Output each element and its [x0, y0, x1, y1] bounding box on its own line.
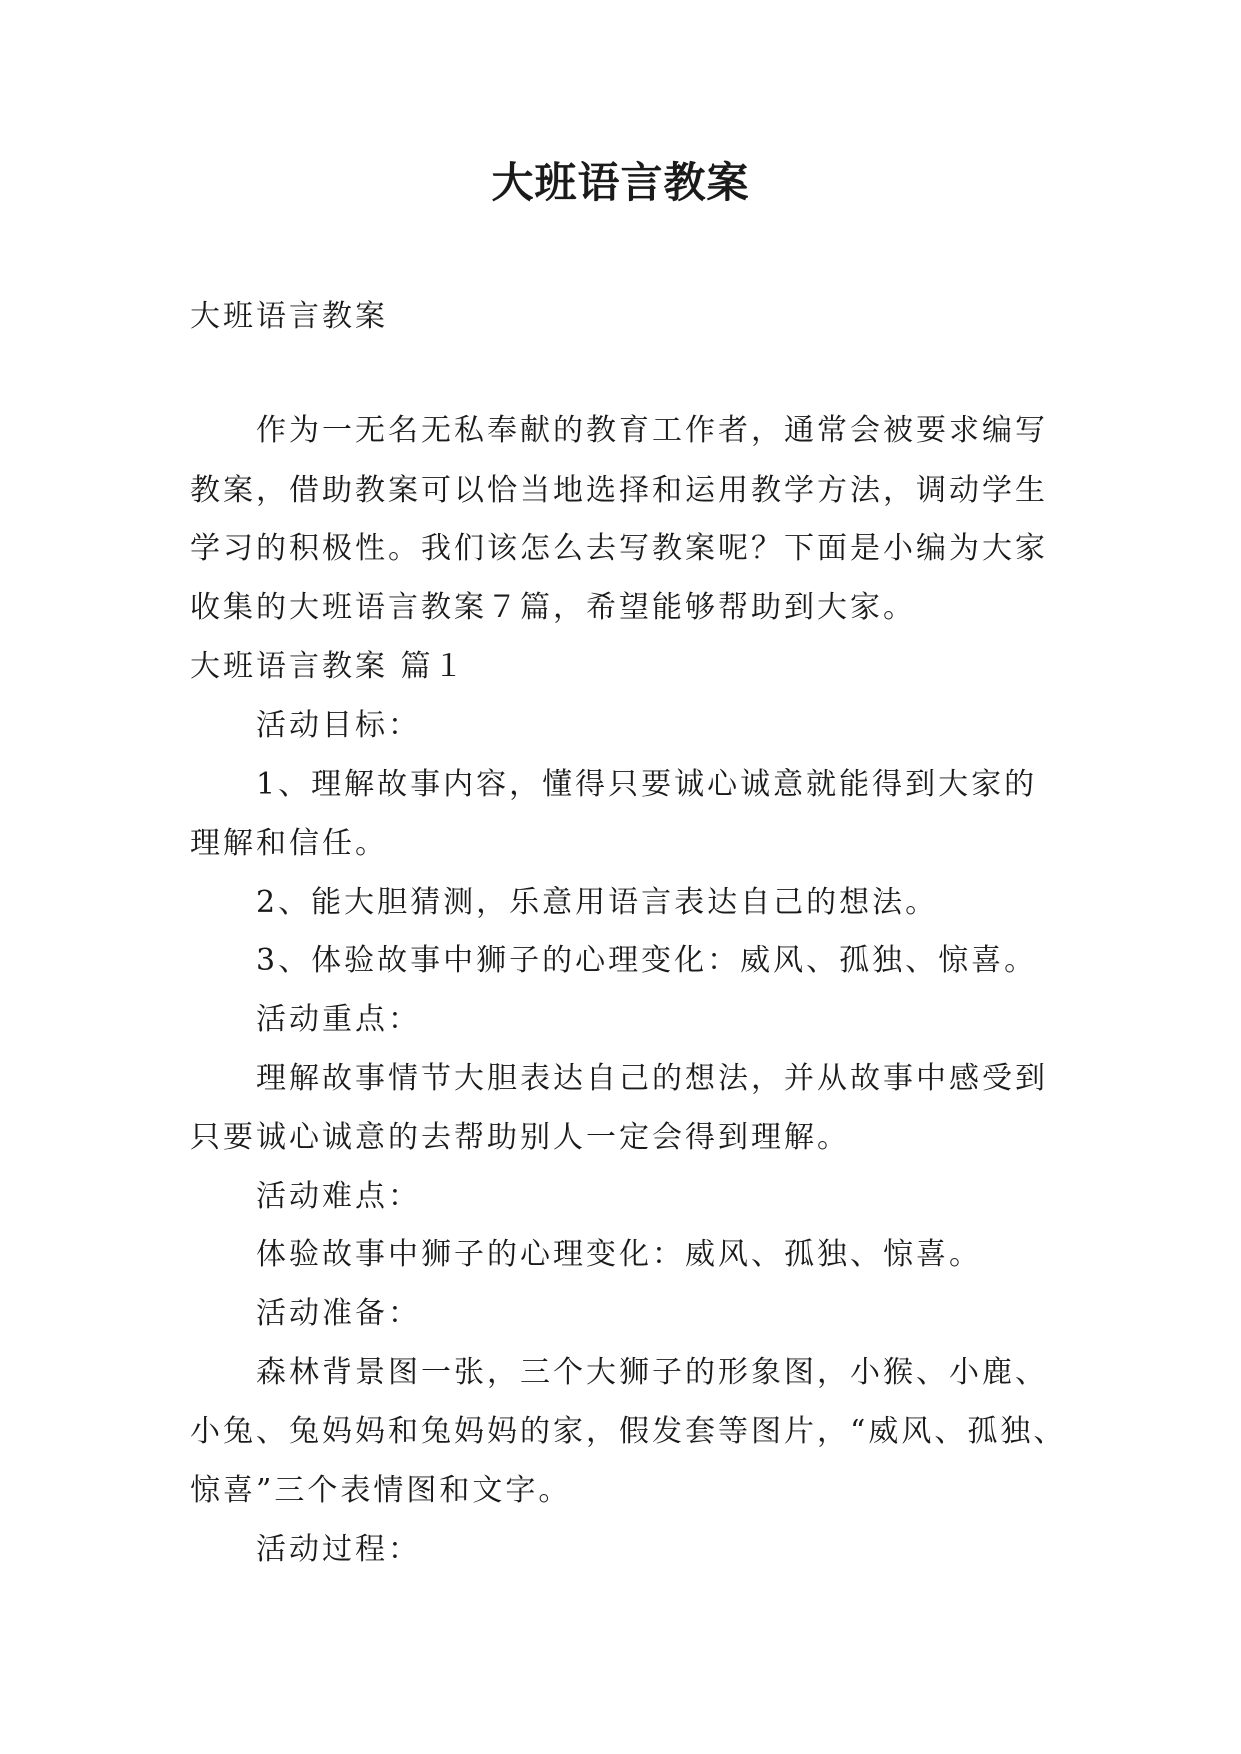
document-title: 大班语言教案: [491, 158, 750, 207]
goal-item-line: 2、能大胆猜测，乐意用语言表达自己的想法。: [256, 885, 939, 920]
prep-text-line: 森林背景图一张，三个大狮子的形象图，小猴、小鹿、: [256, 1355, 1048, 1390]
focus-text-line: 理解故事情节大胆表达自己的想法，并从故事中感受到: [256, 1061, 1048, 1096]
activity-process-label: 活动过程：: [256, 1532, 421, 1567]
activity-goals-label: 活动目标：: [256, 708, 421, 743]
goal-item-line: 1、理解故事内容，懂得只要诚心诚意就能得到大家的: [256, 767, 1038, 802]
goal-item-line: 3、体验故事中狮子的心理变化：威风、孤独、惊喜。: [256, 943, 1038, 978]
prep-text-line: 小兔、兔妈妈和兔妈妈的家，假发套等图片，“威风、孤独、: [190, 1414, 1067, 1449]
difficulty-text-line: 体验故事中狮子的心理变化：威风、孤独、惊喜。: [256, 1237, 982, 1272]
prep-text-line: 惊喜”三个表情图和文字。: [190, 1473, 572, 1508]
doc-subtitle: 大班语言教案: [190, 299, 388, 334]
activity-difficulty-label: 活动难点：: [256, 1179, 421, 1214]
section-heading: 大班语言教案 篇１: [190, 649, 467, 684]
goal-item-line: 理解和信任。: [190, 826, 388, 861]
activity-focus-label: 活动重点：: [256, 1002, 421, 1037]
focus-text-line: 只要诚心诚意的去帮助别人一定会得到理解。: [190, 1120, 850, 1155]
intro-paragraph-line: 学习的积极性。我们该怎么去写教案呢？下面是小编为大家: [190, 531, 1048, 566]
intro-paragraph-line: 收集的大班语言教案７篇，希望能够帮助到大家。: [190, 590, 916, 625]
activity-prep-label: 活动准备：: [256, 1296, 421, 1331]
intro-paragraph-line: 教案，借助教案可以恰当地选择和运用教学方法，调动学生: [190, 473, 1048, 508]
intro-paragraph-line: 作为一无名无私奉献的教育工作者，通常会被要求编写: [256, 413, 1048, 448]
